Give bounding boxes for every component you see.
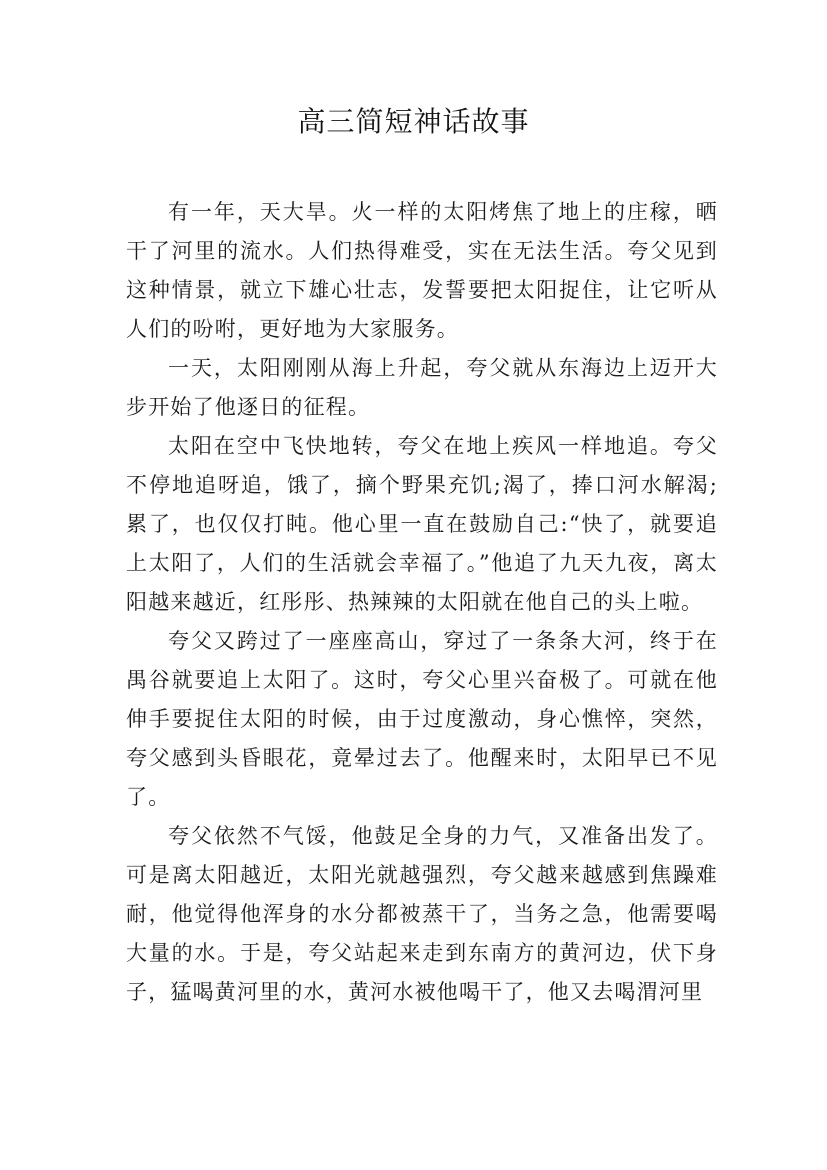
paragraph-1: 有一年，天大旱。火一样的太阳烤焦了地上的庄稼，晒干了河里的流水。人们热得难受，实在无法生活。夸父见到这种情景，就立下雄心壮志，发誓要把太阳捉住，让它听从人们的吩咐，更好地为大家服务。: [126, 200, 718, 341]
paragraph-2: 一天，太阳刚刚从海上升起，夸父就从东海边上迈开大步开始了他逐日的征程。: [126, 356, 718, 419]
document-body: [126, 193, 718, 1012]
paragraph-4: 夸父又跨过了一座座高山，穿过了一条条大河，终于在禺谷就要追上太阳了。这时，夸父心里兴奋极了。可就在他伸手要捉住太阳的时候，由于过度激动，身心憔悴，突然，夸父感到头昏眼花，竟晕过去了。他醒来时，太阳早已不见了。: [126, 629, 718, 809]
paragraph-3: 太阳在空中飞快地转，夸父在地上疾风一样地追。夸父不停地追呀追，饿了，摘个野果充饥;渴了，捧口河水解渴;累了，也仅仅打盹。他心里一直在鼓励自己:“快了，就要追上太阳了，人们的生活就会幸福了。”他追了九天九夜，离太阳越来越近，红彤彤、热辣辣的太阳就在他自己的头上啦。: [126, 434, 718, 614]
paragraph-5: 夸父依然不气馁，他鼓足全身的力气，又准备出发了。可是离太阳越近，太阳光就越强烈，夸父越来越感到焦躁难耐，他觉得他浑身的水分都被蒸干了，当务之急，他需要喝大量的水。于是，夸父站起来走到东南方的黄河边，伏下身子，猛喝黄河里的水，黄河水被他喝干了，他又去喝渭河里: [126, 824, 718, 1004]
document-title: 高三简短神话故事: [297, 105, 530, 138]
